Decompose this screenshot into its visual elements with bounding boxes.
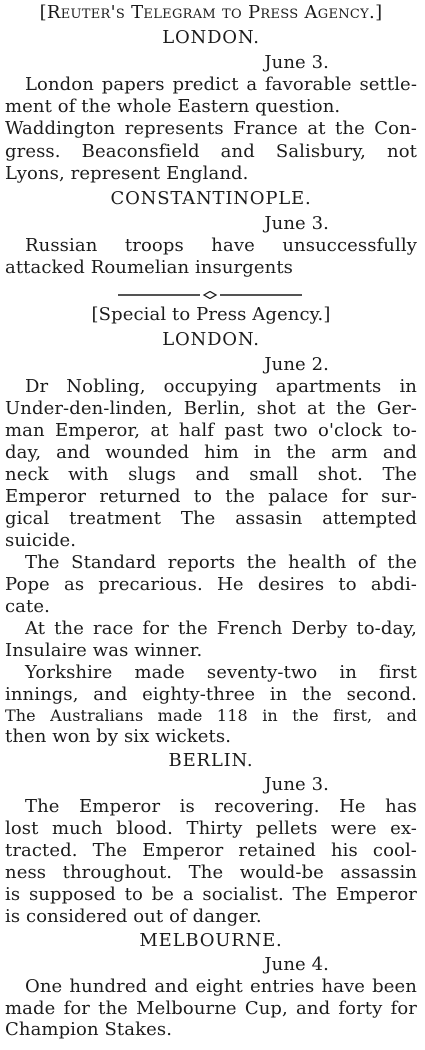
dateline-date: June 4. <box>264 954 329 975</box>
paragraph-line: London papers predict a favorable settle- <box>25 74 417 95</box>
paragraph-line: Insulaire was winner. <box>5 640 203 661</box>
dateline-place: MELBOURNE. <box>139 930 283 951</box>
paragraph-line: man Emperor, at half past two o'clock to- <box>5 420 417 441</box>
dateline-place: BERLIN. <box>168 750 254 771</box>
paragraph-line: Under-den-linden, Berlin, shot at the Ger- <box>5 398 417 419</box>
paragraph-line: neck with slugs and small shot. The <box>5 464 417 485</box>
paragraph-line: One hundred and eight entries have been <box>25 976 417 997</box>
dateline-date: June 3. <box>264 213 329 234</box>
paragraph-line: tracted. The Emperor retained his cool- <box>5 840 417 861</box>
paragraph-line: The Emperor is recovering. He has <box>25 796 417 817</box>
paragraph-line: then won by six wickets. <box>5 726 232 747</box>
paragraph-line: The Standard reports the health of the <box>25 552 417 573</box>
paragraph-line: Emperor returned to the palace for sur- <box>5 486 417 507</box>
paragraph-line: Dr Nobling, occupying apartments in <box>25 376 417 397</box>
paragraph-line: ness throughout. The would-be assassin <box>5 862 417 883</box>
dateline-place: LONDON. <box>162 329 260 350</box>
dateline-place: LONDON. <box>162 27 260 48</box>
paragraph-line: The Australians made 118 in the first, and <box>5 706 417 725</box>
paragraph-line: cate. <box>5 596 50 617</box>
paragraph-line: attacked Roumelian insurgents <box>5 257 293 278</box>
bottom-rule <box>115 1042 305 1047</box>
telegram-header: [Reuter's Telegram to Press Agency.] <box>39 2 383 23</box>
paragraph-line: Pope as precarious. He desires to abdi- <box>5 574 417 595</box>
dateline-date: June 3. <box>264 52 329 73</box>
paragraph-line: innings, and eighty-three in the second. <box>5 684 417 705</box>
dateline-place: CONSTANTINOPLE. <box>110 188 312 209</box>
paragraph-line: Lyons, represent England. <box>5 163 249 184</box>
paragraph-line: Waddington represents France at the Con- <box>5 118 417 139</box>
paragraph-line: is considered out of danger. <box>5 906 262 927</box>
paragraph-line: Champion Stakes. <box>5 1019 173 1040</box>
paragraph-line: gical treatment The assasin attempted <box>5 508 417 529</box>
dateline-date: June 3. <box>264 774 329 795</box>
paragraph-line: ment of the whole Eastern question. <box>5 96 341 117</box>
paragraph-line: made for the Melbourne Cup, and forty for <box>5 998 417 1019</box>
paragraph-line: Russian troops have unsuccessfully <box>25 235 417 256</box>
dateline-date: June 2. <box>264 354 329 375</box>
paragraph-line: is supposed to be a socialist. The Emperor <box>5 884 417 905</box>
paragraph-line: day, and wounded him in the arm and <box>5 442 417 463</box>
paragraph-line: suicide. <box>5 530 77 551</box>
telegram-header: [Special to Press Agency.] <box>91 304 331 325</box>
paragraph-line: Yorkshire made seventy-two in first <box>25 662 417 683</box>
paragraph-line: lost much blood. Thirty pellets were ex- <box>5 818 417 839</box>
paragraph-line: gress. Beaconsfield and Salisbury, not <box>5 141 417 162</box>
paragraph-line: At the race for the French Derby to-day, <box>25 618 417 639</box>
section-divider <box>118 291 302 299</box>
